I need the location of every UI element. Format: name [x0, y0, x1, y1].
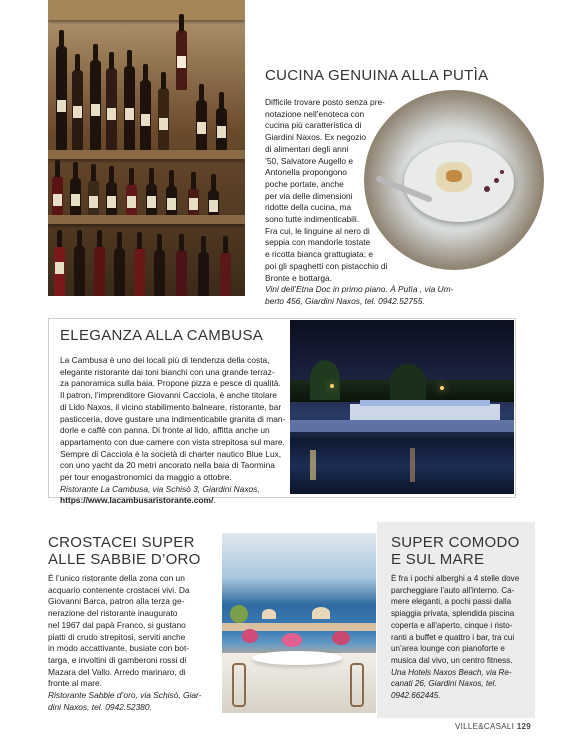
body-line: Il patron, l’imprenditore Giovanni Cacciola, è anche titolare: [60, 390, 277, 401]
cambusa-night-photo: [290, 320, 514, 494]
body-line: spiaggia privata, splendida piscina: [391, 609, 515, 619]
title-line: E SUL MARE: [391, 551, 485, 568]
section-title-putia: CUCINA GENUINA ALLA PUTÌA: [265, 67, 489, 84]
body-line: Bronte e bottarga.: [265, 272, 333, 283]
body-line: di Lido Naxos, il vicino stabilimento balneare, ristorante, bar: [60, 401, 282, 412]
body-line: fronte al mare.: [48, 678, 102, 689]
sea-terrace-photo: [222, 533, 376, 713]
credit-line: Ristorante Sabbie d’oro, via Schisò, Giar-: [48, 690, 202, 701]
body-line: mere eleganti, a pochi passi dalla: [391, 597, 512, 607]
credit-line: berto 456, Giardini Naxos, tel. 0942.52755.: [265, 295, 425, 306]
title-line: CROSTACEI SUPER: [48, 534, 195, 551]
body-line: nerazione del ristorante inaugurato: [48, 608, 178, 619]
body-line: acquario contenente crostacei vivi. Da: [48, 584, 190, 595]
body-line: nel 1967 dal papà Franco, si gustano: [48, 619, 186, 630]
body-line: seppia con mandorle tostate: [265, 237, 371, 248]
credit-line: Vini dell’Etna Doc in primo piano. À Putìa , via Um-: [265, 284, 454, 295]
body-line: poi gli spaghetti con pistacchio di: [265, 260, 388, 271]
body-line: poche portate, anche: [265, 178, 344, 189]
body-line: coperta e all’aperto, cinque i risto-: [391, 620, 513, 630]
body-line: Difficile trovare posto senza pre-: [265, 97, 385, 107]
section-body-sabbie: [48, 573, 220, 713]
body-line: targa, e involtini di gamberoni rossi di: [48, 654, 187, 665]
body-line: ranti a buffet e quattro i bar, tra cui: [391, 632, 515, 642]
section-body-comodo: [391, 573, 534, 702]
body-line: ’50, Salvatore Augello e: [265, 155, 353, 166]
page-footer: [455, 722, 531, 731]
credit-line: Una Hotels Naxos Beach, via Re-: [391, 667, 512, 677]
body-line: notazione nell’enoteca con: [265, 108, 365, 119]
website-line: [60, 495, 286, 507]
body-line: per tour enogastronomici da maggio a ottobre.: [60, 472, 232, 483]
body-line: dorle e caffè con panna. Di fronte al lido, affitta anche un: [60, 425, 270, 436]
body-line: appartamento con due camere con vista strepitosa sul mare.: [60, 436, 285, 447]
body-line: con uno yacht da 20 metri ancorato nella baia di Taormina: [60, 460, 275, 471]
title-line: ALLE SABBIE D’ORO: [48, 551, 201, 568]
body-line: parcheggiare l’auto all’interno. Ca-: [391, 585, 515, 595]
title-line: SUPER COMODO: [391, 534, 520, 551]
body-line: Fra cui, le linguine al nero di: [265, 225, 370, 236]
credit-line: canati 26, Giardini Naxos, tel.: [391, 679, 497, 689]
body-line: di alimentari degli anni: [265, 143, 349, 154]
body-line: pasticceria, dove gustare una indimenticabile granita di man-: [60, 413, 286, 424]
credit-line: dini Naxos, tel. 0942.52380.: [48, 701, 152, 712]
body-line: piatti di crudo strepitosi, serviti anche: [48, 631, 186, 642]
body-line: È fra i pochi alberghi a 4 stelle dove: [391, 574, 520, 583]
body-line: za panoramica sulla baia. Propone pizza e pesce di qualità.: [60, 378, 281, 389]
body-line: Antonella propongono: [265, 167, 347, 178]
plate-dish-photo: [364, 90, 544, 270]
credit-line: 0942.662445.: [391, 691, 441, 701]
body-line: La Cambusa è uno dei locali più di tendenza della costa,: [60, 355, 270, 365]
section-title-sabbie: [48, 534, 201, 568]
body-line: Sempre di Cacciola è la società di charter nautico Blue Lux,: [60, 448, 282, 459]
body-line: musica dal vivo, un centro fitness.: [391, 655, 513, 665]
magazine-name: VILLE&CASALI: [455, 722, 515, 731]
body-line: in modo accattivante, busiate con bot-: [48, 643, 190, 654]
body-line: sono tutte indimenticabili.: [265, 214, 360, 225]
url-suffix: .: [213, 495, 216, 506]
body-line: e ricotta bianca grattugiata; e: [265, 249, 374, 260]
section-title-cambusa: ELEGANZA ALLA CAMBUSA: [60, 327, 264, 344]
body-line: ridotte della cucina, ma: [265, 202, 352, 213]
body-line: È l’unico ristorante della zona con un: [48, 573, 185, 583]
body-line: per via delle dimensioni: [265, 190, 353, 201]
section-body-cambusa: [60, 355, 286, 507]
page-number: 129: [516, 722, 531, 731]
section-title-comodo: [391, 534, 520, 568]
body-line: Mazara del Vallo. Arredo marinaro, di: [48, 666, 186, 677]
body-line: cucina più caratteristica di: [265, 120, 362, 131]
wine-shelf-photo: [48, 0, 245, 296]
credit-line: Ristorante La Cambusa, via Schisò 3, Giardini Naxos,: [60, 483, 260, 494]
body-line: un’area lounge con pianoforte e: [391, 644, 505, 654]
body-line: Giovanni Barca, patron alla terza ge-: [48, 596, 185, 607]
website-link[interactable]: https://www.lacambusaristorante.com/: [60, 495, 214, 506]
body-line: Giardini Naxos. Ex negozio: [265, 132, 367, 143]
body-line: elegante ristorante dai toni bianchi con una grande terraz-: [60, 366, 275, 377]
